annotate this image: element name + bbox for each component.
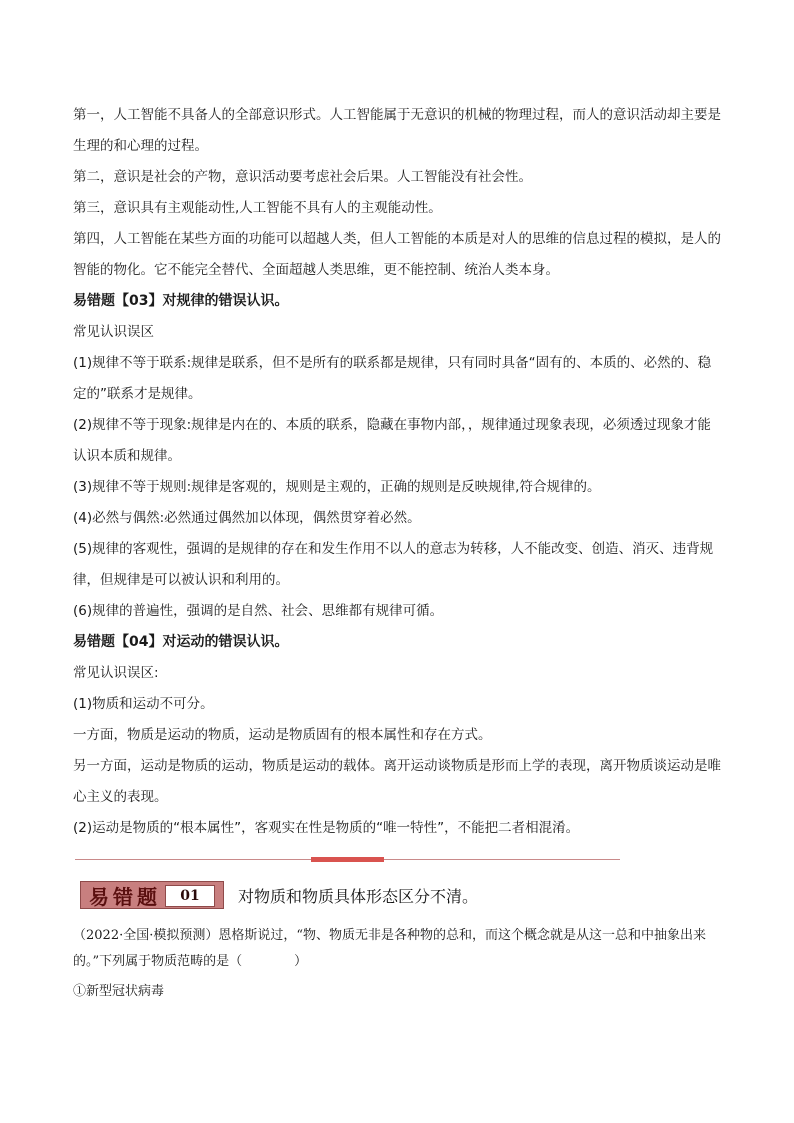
section-03-item-2: (2)规律不等于现象:规律是内在的、本质的联系，隐藏在事物内部，，规律通过现象表现，必须透过现象才能认识本质和规律。 [73, 417, 711, 464]
section-divider-accent [311, 857, 384, 862]
section-03-item-3: (3)规律不等于规则:规律是客观的，规则是主观的，正确的规则是反映规律,符合规律的。 [73, 479, 601, 495]
paragraph-3: 第三，意识具有主观能动性,人工智能不具有人的主观能动性。 [73, 200, 442, 216]
section-04-item-3: 另一方面，运动是物质的运动，物质是运动的载体。离开运动谈物质是形而上学的表现，离开物质谈运动是唯心主义的表现。 [73, 758, 721, 805]
badge-label: 易错题 [89, 884, 161, 909]
section-04-item-1: (1)物质和运动不可分。 [73, 696, 214, 712]
main-content [73, 100, 723, 844]
question-block [73, 923, 723, 1005]
section-03-item-6: (6)规律的普遍性，强调的是自然、社会、思维都有规律可循。 [73, 603, 444, 619]
section-04-intro: 常见认识误区: [73, 665, 159, 681]
paragraph-2: 第二，意识是社会的产物，意识活动要考虑社会后果。人工智能没有社会性。 [73, 169, 532, 185]
banner-title: 对物质和物质具体形态区分不清。 [238, 886, 479, 906]
error-question-banner [80, 880, 478, 910]
section-03-item-1: (1)规律不等于联系:规律是联系，但不是所有的联系都是规律，只有同时具备“固有的、本质的、必然的、稳定的”联系才是规律。 [73, 355, 712, 402]
section-04-item-4: (2)运动是物质的“根本属性”，客观实在性是物质的“唯一特性”，不能把二者相混淆。 [73, 820, 580, 836]
section-03-heading: 易错题【03】对规律的错误认识。 [73, 293, 289, 309]
error-question-badge [80, 881, 224, 909]
section-04-heading: 易错题【04】对运动的错误认识。 [73, 634, 289, 650]
section-03-intro: 常见认识误区 [73, 324, 154, 340]
section-03-item-4: (4)必然与偶然:必然通过偶然加以体现，偶然贯穿着必然。 [73, 510, 421, 526]
question-stem: （2022·全国·模拟预测）恩格斯说过，“物、物质无非是各种物的总和，而这个概念就是从这一总和中抽象出来的。”下列属于物质范畴的是（ ） [73, 928, 706, 969]
section-04-item-2: 一方面，物质是运动的物质，运动是物质固有的根本属性和存在方式。 [73, 727, 492, 743]
paragraph-1: 第一，人工智能不具备人的全部意识形式。人工智能属于无意识的机械的物理过程，而人的意识活动却主要是生理的和心理的过程。 [73, 107, 721, 154]
question-option-1: ①新型冠状病毒 [73, 984, 165, 999]
paragraph-4: 第四，人工智能在某些方面的功能可以超越人类，但人工智能的本质是对人的思维的信息过程的模拟，是人的智能的物化。它不能完全替代、全面超越人类思维，更不能控制、统治人类本身。 [73, 231, 721, 278]
badge-number: 01 [165, 885, 215, 907]
section-03-item-5: (5)规律的客观性，强调的是规律的存在和发生作用不以人的意志为转移，人不能改变、创造、消灭、违背规律，但规律是可以被认识和利用的。 [73, 541, 714, 588]
